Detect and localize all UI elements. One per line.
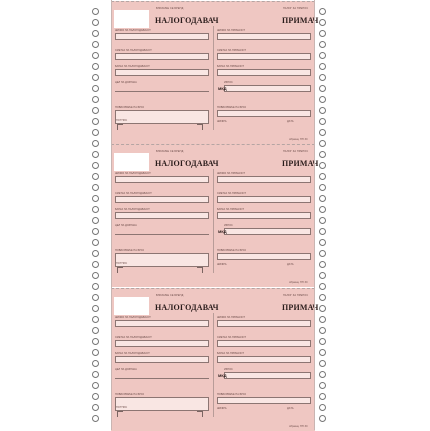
- input-box[interactable]: [115, 356, 209, 363]
- feed-hole: [92, 107, 99, 114]
- header-right-label: НАЛОГ ЗА ПРЕНОС: [283, 7, 309, 10]
- signature-corner: [197, 267, 203, 273]
- form-footer: образец ПП 30: [289, 281, 308, 284]
- input-box[interactable]: [115, 228, 209, 235]
- feed-hole: [319, 118, 326, 125]
- sender-field[interactable]: [115, 65, 209, 76]
- sender-field[interactable]: [115, 368, 209, 379]
- column-divider: [213, 26, 214, 130]
- feed-hole: [319, 283, 326, 290]
- feed-hole: [319, 338, 326, 345]
- feed-hole: [319, 272, 326, 279]
- white-label-area: [114, 297, 149, 315]
- feed-hole: [92, 96, 99, 103]
- feed-hole: [319, 371, 326, 378]
- feed-hole: [92, 250, 99, 257]
- field-label: СМЕТКА НА НАЛОГОДАВАЧОТ: [115, 336, 152, 339]
- receiver-field[interactable]: [217, 249, 311, 260]
- feed-hole: [319, 129, 326, 136]
- sender-field[interactable]: [115, 336, 209, 347]
- field-label: ЦЕЛ НА ДОЗНАКА: [115, 224, 137, 227]
- feed-hole: [92, 217, 99, 224]
- input-box[interactable]: [115, 196, 209, 203]
- sender-title: НАЛОГОДАВАЧ: [155, 303, 219, 312]
- receiver-title: ПРИМАЧ: [282, 16, 319, 25]
- field-label: ПОВИКУВАЊЕ НА БРОЈ: [115, 393, 145, 396]
- feed-hole: [92, 19, 99, 26]
- header-right-label: НАЛОГ ЗА ПРЕНОС: [283, 294, 309, 297]
- feed-hole: [319, 85, 326, 92]
- input-box[interactable]: [217, 110, 311, 117]
- input-box[interactable]: [115, 372, 209, 379]
- feed-hole: [92, 349, 99, 356]
- feed-hole: [319, 305, 326, 312]
- receiver-bottom-right-label: ДАТА: [287, 407, 294, 410]
- input-box[interactable]: [217, 356, 311, 363]
- input-box[interactable]: [217, 212, 311, 219]
- feed-hole: [92, 294, 99, 301]
- field-label: БАНКА НА ПРИМАЧОТ: [217, 65, 244, 68]
- field-label: ШИФРА НА ПРИМАЧОТ: [217, 316, 245, 319]
- header-right-label: НАЛОГ ЗА ПРЕНОС: [283, 150, 309, 153]
- feed-hole: [319, 360, 326, 367]
- input-box[interactable]: [217, 69, 311, 76]
- sender-field[interactable]: [115, 29, 209, 40]
- receiver-field[interactable]: [217, 336, 311, 347]
- feed-hole: [92, 338, 99, 345]
- field-label: ИЗНОС: [224, 81, 233, 84]
- sender-field[interactable]: [115, 172, 209, 183]
- field-label: ШИФРА НА НАЛОГОДАВАЧОТ: [115, 316, 151, 319]
- input-box[interactable]: [217, 340, 311, 347]
- sender-field[interactable]: [115, 81, 209, 92]
- feed-hole: [92, 151, 99, 158]
- feed-hole: [319, 151, 326, 158]
- sender-field[interactable]: [115, 393, 209, 411]
- feed-hole: [319, 8, 326, 15]
- field-label: БАНКА НА НАЛОГОДАВАЧОТ: [115, 208, 150, 211]
- feed-hole: [92, 74, 99, 81]
- input-box[interactable]: [224, 85, 311, 92]
- input-box[interactable]: [217, 253, 311, 260]
- form-footer: образец ПП 30: [289, 138, 308, 141]
- sender-field[interactable]: [115, 224, 209, 235]
- field-label: СМЕТКА НА НАЛОГОДАВАЧОТ: [115, 49, 152, 52]
- feed-hole: [319, 404, 326, 411]
- field-label: СМЕТКА НА ПРИМАЧОТ: [217, 192, 246, 195]
- receiver-field[interactable]: [224, 224, 311, 235]
- feed-hole: [92, 162, 99, 169]
- field-label: БАНКА НА ПРИМАЧОТ: [217, 208, 244, 211]
- top-note: ВЛИЗАЊЕ СЕ БРЕНД: [156, 294, 184, 297]
- input-box[interactable]: [115, 212, 209, 219]
- feed-hole: [92, 393, 99, 400]
- feed-hole: [92, 327, 99, 334]
- field-label: СМЕТКА НА ПРИМАЧОТ: [217, 49, 246, 52]
- feed-hole: [319, 19, 326, 26]
- currency-label: МКД: [218, 229, 227, 234]
- input-box[interactable]: [217, 397, 311, 404]
- feed-hole: [319, 349, 326, 356]
- field-label: ПОВИКУВАЊЕ НА БРОЈ: [217, 106, 247, 109]
- feed-hole: [319, 393, 326, 400]
- receiver-field[interactable]: [217, 352, 311, 363]
- input-box[interactable]: [217, 53, 311, 60]
- feed-hole: [92, 63, 99, 70]
- feed-hole: [92, 283, 99, 290]
- sender-title: НАЛОГОДАВАЧ: [155, 159, 219, 168]
- feed-hole: [319, 173, 326, 180]
- receiver-field[interactable]: [217, 172, 311, 183]
- feed-hole: [319, 96, 326, 103]
- sender-field[interactable]: [115, 316, 209, 327]
- receiver-bottom-right-label: ДАТА: [287, 120, 294, 123]
- field-label: БАНКА НА НАЛОГОДАВАЧОТ: [115, 352, 150, 355]
- feed-hole: [92, 118, 99, 125]
- feed-hole: [319, 195, 326, 202]
- field-label: СМЕТКА НА НАЛОГОДАВАЧОТ: [115, 192, 152, 195]
- receiver-title: ПРИМАЧ: [282, 159, 319, 168]
- feed-hole: [92, 52, 99, 59]
- feed-hole: [319, 228, 326, 235]
- input-box[interactable]: [115, 85, 209, 92]
- sender-bottom-label: ПОТПИС: [116, 406, 128, 409]
- feed-hole: [92, 41, 99, 48]
- feed-hole: [319, 184, 326, 191]
- field-label: ИЗНОС: [224, 224, 233, 227]
- feed-hole: [92, 228, 99, 235]
- feed-hole: [92, 129, 99, 136]
- receiver-bottom-left-label: ШИФРА: [217, 407, 227, 410]
- receiver-field[interactable]: [217, 208, 311, 219]
- top-note: ВЛИЗАЊЕ СЕ БРЕНД: [156, 150, 184, 153]
- sender-title: НАЛОГОДАВАЧ: [155, 16, 219, 25]
- feed-hole: [319, 52, 326, 59]
- input-box[interactable]: [217, 33, 311, 40]
- sender-field[interactable]: [115, 352, 209, 363]
- feed-hole: [319, 327, 326, 334]
- input-box[interactable]: [115, 69, 209, 76]
- payment-order-form: [111, 144, 319, 287]
- input-box[interactable]: [224, 372, 311, 379]
- feed-hole: [319, 217, 326, 224]
- receiver-field[interactable]: [217, 192, 311, 203]
- payment-order-form: [111, 1, 319, 144]
- receiver-field[interactable]: [217, 65, 311, 76]
- input-box[interactable]: [115, 33, 209, 40]
- feed-hole: [319, 316, 326, 323]
- feed-hole: [92, 382, 99, 389]
- sender-field[interactable]: [115, 192, 209, 203]
- input-box[interactable]: [115, 397, 209, 411]
- right-tractor-strip: [315, 0, 338, 430]
- field-label: ПОВИКУВАЊЕ НА БРОЈ: [115, 249, 145, 252]
- input-box[interactable]: [224, 228, 311, 235]
- input-box[interactable]: [115, 176, 209, 183]
- input-box[interactable]: [115, 110, 209, 124]
- field-label: ШИФРА НА ПРИМАЧОТ: [217, 29, 245, 32]
- feed-hole: [319, 382, 326, 389]
- field-label: ЦЕЛ НА ДОЗНАКА: [115, 81, 137, 84]
- feed-hole: [319, 261, 326, 268]
- form-footer: образец ПП 30: [289, 425, 308, 428]
- feed-hole: [319, 140, 326, 147]
- currency-label: МКД: [218, 373, 227, 378]
- field-label: СМЕТКА НА ПРИМАЧОТ: [217, 336, 246, 339]
- receiver-field[interactable]: [217, 393, 311, 404]
- feed-hole: [92, 8, 99, 15]
- white-label-area: [114, 10, 149, 28]
- feed-hole: [319, 41, 326, 48]
- feed-hole: [319, 250, 326, 257]
- feed-hole: [92, 140, 99, 147]
- feed-hole: [92, 206, 99, 213]
- sender-field[interactable]: [115, 106, 209, 124]
- receiver-field[interactable]: [217, 106, 311, 117]
- input-box[interactable]: [217, 176, 311, 183]
- feed-hole: [319, 162, 326, 169]
- input-box[interactable]: [115, 340, 209, 347]
- feed-hole: [92, 371, 99, 378]
- feed-hole: [92, 360, 99, 367]
- receiver-title: ПРИМАЧ: [282, 303, 319, 312]
- field-label: БАНКА НА НАЛОГОДАВАЧОТ: [115, 65, 150, 68]
- feed-hole: [92, 184, 99, 191]
- feed-hole: [319, 206, 326, 213]
- input-box[interactable]: [115, 320, 209, 327]
- payment-order-form: [111, 288, 319, 431]
- input-box[interactable]: [217, 320, 311, 327]
- signature-corner: [117, 267, 123, 273]
- receiver-bottom-right-label: ДАТА: [287, 263, 294, 266]
- field-label: ЦЕЛ НА ДОЗНАКА: [115, 368, 137, 371]
- receiver-field[interactable]: [217, 29, 311, 40]
- white-label-area: [114, 153, 149, 171]
- feed-hole: [92, 305, 99, 312]
- feed-hole: [92, 30, 99, 37]
- feed-hole: [92, 272, 99, 279]
- receiver-bottom-left-label: ШИФРА: [217, 263, 227, 266]
- feed-hole: [92, 85, 99, 92]
- receiver-field[interactable]: [224, 368, 311, 379]
- feed-hole: [92, 195, 99, 202]
- field-label: ШИФРА НА НАЛОГОДАВАЧОТ: [115, 29, 151, 32]
- column-divider: [213, 313, 214, 417]
- feed-hole: [92, 415, 99, 422]
- sender-field[interactable]: [115, 49, 209, 60]
- input-box[interactable]: [217, 196, 311, 203]
- signature-corner: [197, 411, 203, 417]
- receiver-field[interactable]: [217, 49, 311, 60]
- sender-bottom-label: ПОТПИС: [116, 262, 128, 265]
- feed-hole: [92, 316, 99, 323]
- field-label: ПОВИКУВАЊЕ НА БРОЈ: [217, 249, 247, 252]
- field-label: ПОВИКУВАЊЕ НА БРОЈ: [217, 393, 247, 396]
- feed-hole: [92, 261, 99, 268]
- field-label: БАНКА НА ПРИМАЧОТ: [217, 352, 244, 355]
- receiver-bottom-left-label: ШИФРА: [217, 120, 227, 123]
- top-note: ВЛИЗАЊЕ СЕ БРЕНД: [156, 7, 184, 10]
- feed-hole: [319, 63, 326, 70]
- feed-hole: [319, 415, 326, 422]
- feed-hole: [319, 74, 326, 81]
- signature-corner: [197, 124, 203, 130]
- feed-hole: [319, 30, 326, 37]
- signature-corner: [117, 411, 123, 417]
- feed-hole: [92, 404, 99, 411]
- input-box[interactable]: [115, 53, 209, 60]
- currency-label: МКД: [218, 86, 227, 91]
- field-label: ШИФРА НА ПРИМАЧОТ: [217, 172, 245, 175]
- input-box[interactable]: [115, 253, 209, 267]
- column-divider: [213, 169, 214, 273]
- feed-hole: [92, 239, 99, 246]
- feed-hole: [319, 107, 326, 114]
- left-tractor-strip: [88, 0, 111, 430]
- field-label: ИЗНОС: [224, 368, 233, 371]
- field-label: ПОВИКУВАЊЕ НА БРОЈ: [115, 106, 145, 109]
- feed-hole: [319, 294, 326, 301]
- receiver-field[interactable]: [224, 81, 311, 92]
- sender-field[interactable]: [115, 208, 209, 219]
- sender-field[interactable]: [115, 249, 209, 267]
- feed-hole: [92, 173, 99, 180]
- feed-hole: [319, 239, 326, 246]
- field-label: ШИФРА НА НАЛОГОДАВАЧОТ: [115, 172, 151, 175]
- sender-bottom-label: ПОТПИС: [116, 119, 128, 122]
- signature-corner: [117, 124, 123, 130]
- receiver-field[interactable]: [217, 316, 311, 327]
